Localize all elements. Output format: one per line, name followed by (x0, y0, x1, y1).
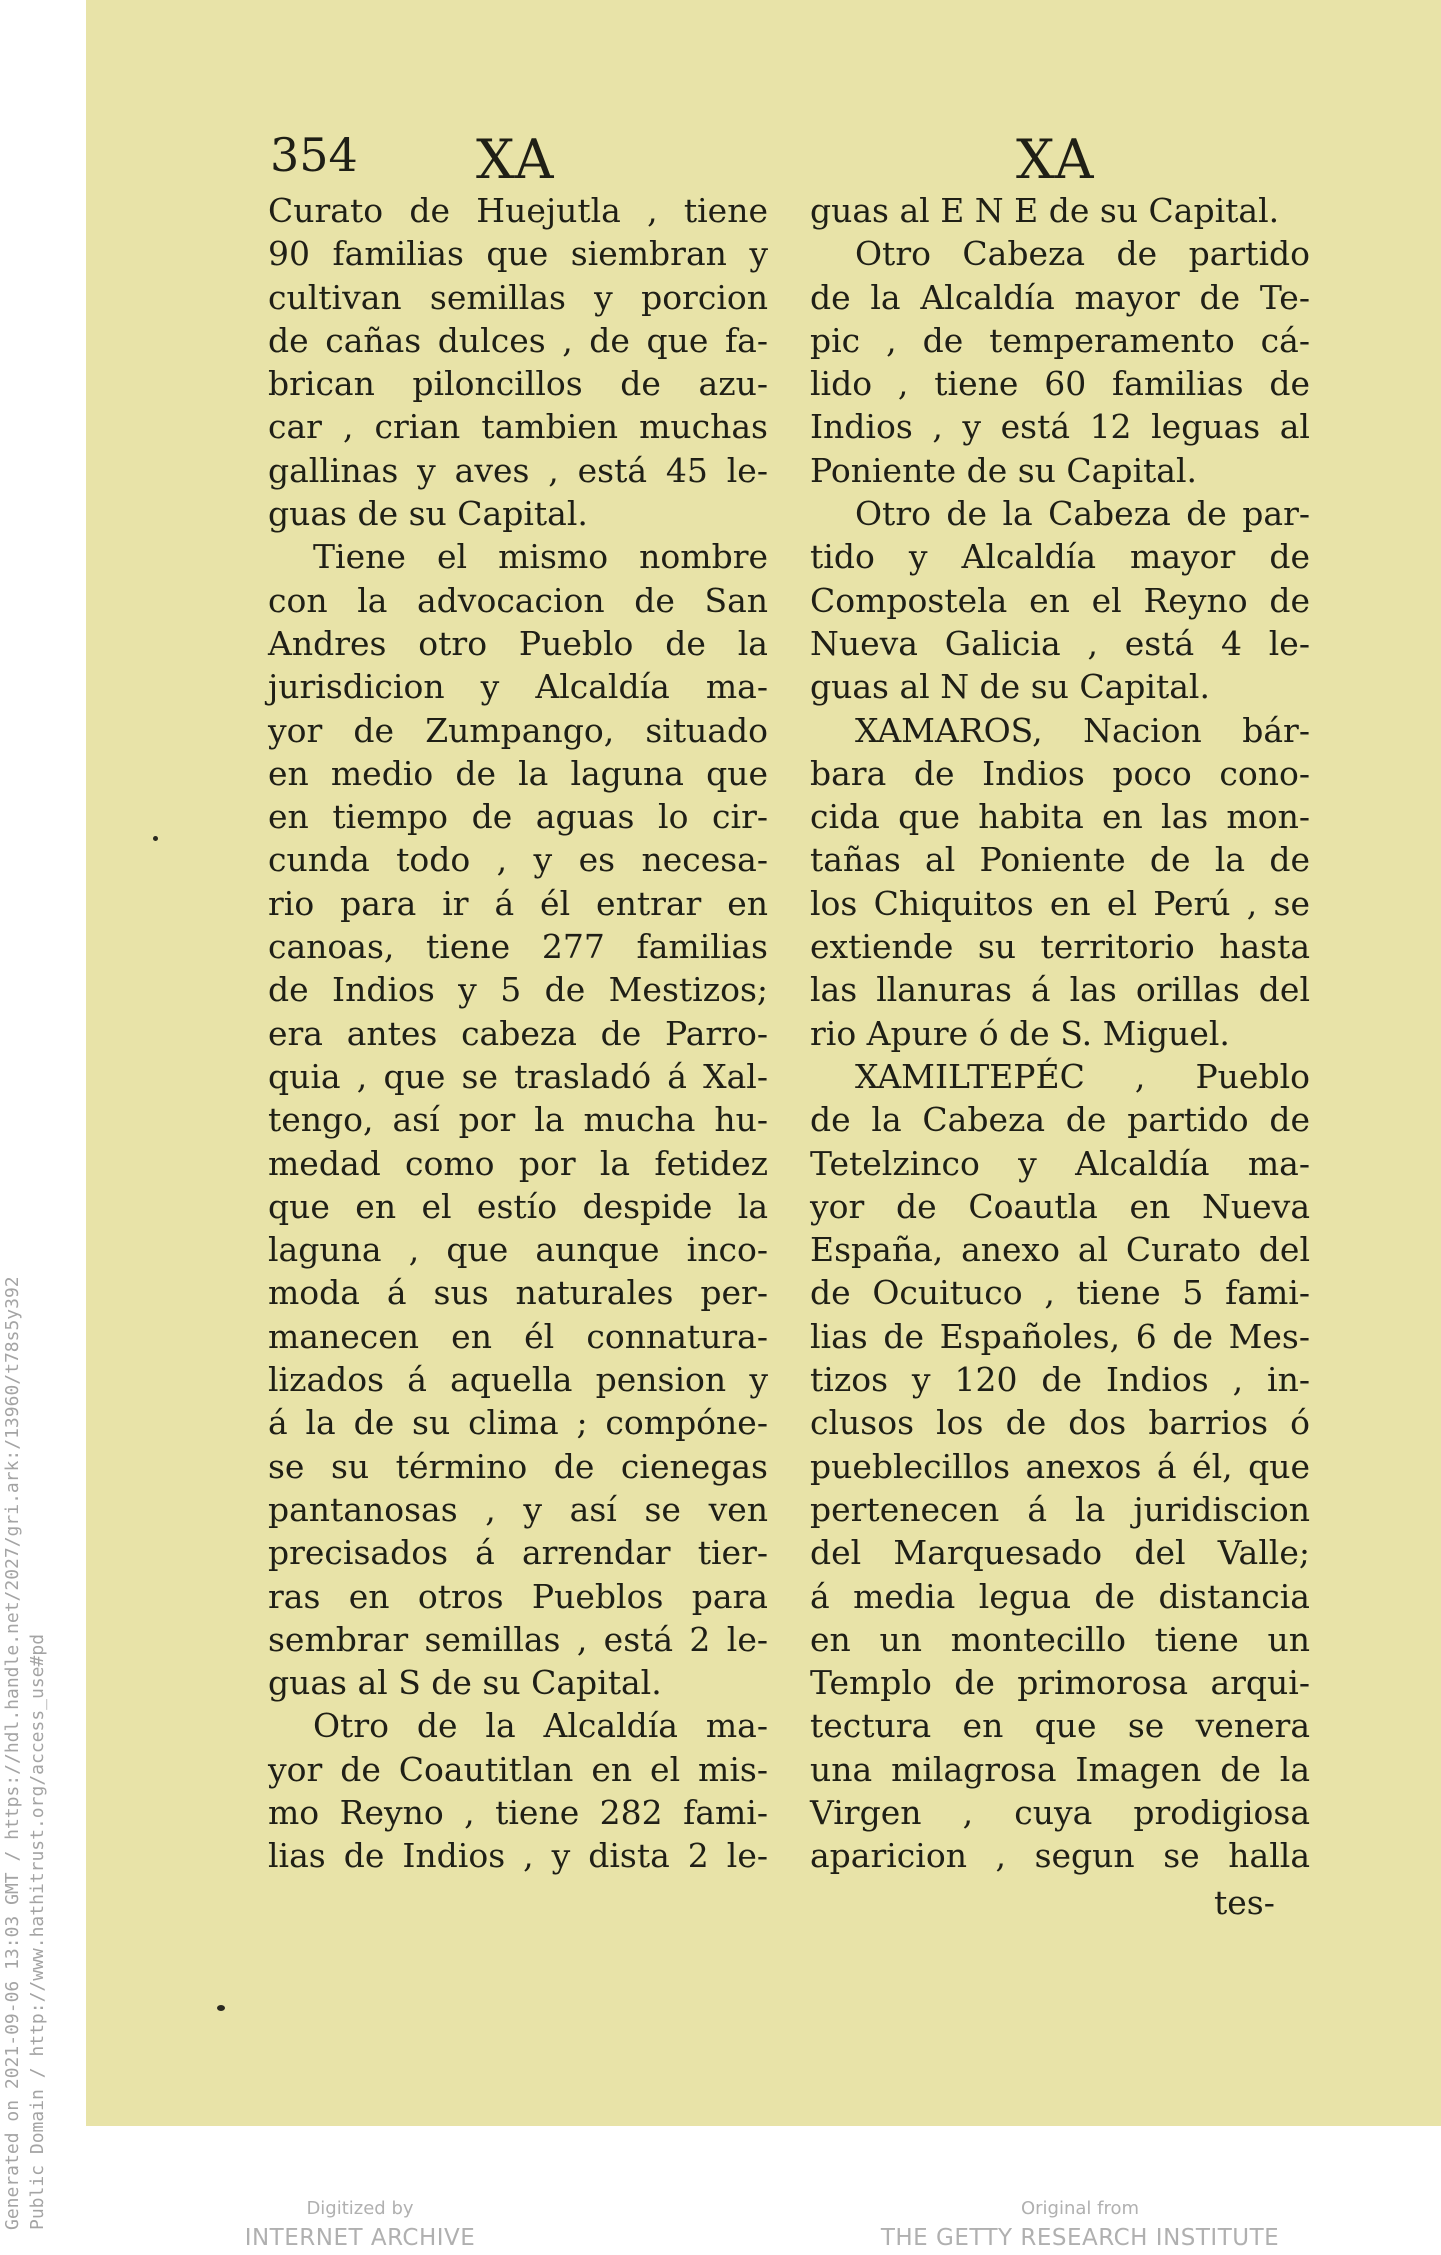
text-line: Otro de la Cabeza de par- (855, 494, 1310, 534)
text-line: precisados á arrendar tier- (268, 1533, 768, 1573)
text-line: de Indios y 5 de Mestizos; (268, 970, 768, 1010)
text-line: Compostela en el Reyno de (810, 580, 1310, 620)
text-line: tañas al Poniente de la de (810, 840, 1310, 880)
text-line: tengo, así por la mucha hu- (268, 1100, 768, 1140)
text-line: yor de Coautitlan en el mis- (268, 1749, 768, 1789)
text-line: los Chiquitos en el Perú , se (810, 883, 1310, 923)
text-line: Otro Cabeza de partido (855, 234, 1310, 274)
original-from-credit (870, 2198, 1290, 2251)
text-line: brican piloncillos de azu- (268, 364, 768, 404)
text-line: cultivan semillas y porcion (268, 277, 768, 317)
text-line: á media legua de distancia (810, 1576, 1310, 1616)
text-line: en medio de la laguna que (268, 753, 768, 793)
text-line: del Marquesado del Valle; (810, 1533, 1310, 1573)
text-line: rio Apure ó de S. Miguel. (810, 1013, 1230, 1053)
text-line: pic , de temperamento cá- (810, 320, 1310, 360)
text-line: de cañas dulces , de que fa- (268, 320, 768, 360)
text-line: Nueva Galicia , está 4 le- (810, 623, 1310, 663)
text-line: XAMAROS, Nacion bár- (855, 710, 1310, 750)
text-line: lias de Españoles, 6 de Mes- (810, 1316, 1310, 1356)
running-head-left: XA (476, 128, 556, 191)
text-line: pueblecillos anexos á él, que (810, 1446, 1310, 1486)
text-line: Virgen , cuya prodigiosa (810, 1792, 1310, 1832)
text-line: laguna , que aunque inco- (268, 1230, 768, 1270)
text-line: Templo de primorosa arqui- (810, 1663, 1310, 1703)
text-line: guas al S de su Capital. (268, 1663, 662, 1703)
text-line: bara de Indios poco cono- (810, 753, 1310, 793)
text-line: de Ocuituco , tiene 5 fami- (810, 1273, 1310, 1313)
text-line: medad como por la fetidez (268, 1143, 768, 1183)
text-line: quia , que se trasladó á Xal- (268, 1056, 768, 1096)
text-line: lido , tiene 60 familias de (810, 364, 1310, 404)
text-line: se su término de cienegas (268, 1446, 768, 1486)
text-line: car , crian tambien muchas (268, 407, 768, 447)
internet-archive-label: INTERNET ARCHIVE (244, 2225, 476, 2251)
text-line: aparicion , segun se halla (810, 1836, 1310, 1876)
text-line: tizos y 120 de Indios , in- (810, 1360, 1310, 1400)
text-line: Tiene el mismo nombre (313, 537, 768, 577)
digitized-by-label: Digitized by (306, 2198, 414, 2219)
text-line: yor de Coautla en Nueva (810, 1186, 1310, 1226)
text-line: lizados á aquella pension y (268, 1360, 768, 1400)
text-line: sembrar semillas , está 2 le- (268, 1619, 768, 1659)
text-line: yor de Zumpango, situado (268, 710, 768, 750)
text-line: una milagrosa Imagen de la (810, 1749, 1310, 1789)
text-line: 90 familias que siembran y (268, 234, 768, 274)
text-line: moda á sus naturales per- (268, 1273, 768, 1313)
original-from-label: Original from (1020, 2198, 1140, 2219)
ink-speck (153, 836, 158, 841)
text-line: lias de Indios , y dista 2 le- (268, 1836, 768, 1876)
text-line: pantanosas , y así se ven (268, 1489, 768, 1529)
text-line: manecen en él connatura- (268, 1316, 768, 1356)
text-line: mo Reyno , tiene 282 fami- (268, 1792, 768, 1832)
getty-institute-label: THE GETTY RESEARCH INSTITUTE (880, 2225, 1280, 2251)
text-line: guas de su Capital. (268, 494, 588, 534)
text-line: guas al N de su Capital. (810, 667, 1210, 707)
text-line: canoas, tiene 277 familias (268, 927, 768, 967)
ink-smudge (217, 2005, 225, 2011)
text-line: en tiempo de aguas lo cir- (268, 797, 768, 837)
text-line: jurisdicion y Alcaldía ma- (268, 667, 768, 707)
text-line: Tetelzinco y Alcaldía ma- (810, 1143, 1310, 1183)
stamp-line-rights: Public Domain / http://www.hathitrust.org/access_use#pd (27, 1633, 48, 2230)
running-head-right: XA (1016, 128, 1096, 191)
page-number: 354 (270, 128, 358, 182)
text-line: de la Alcaldía mayor de Te- (810, 277, 1310, 317)
hathitrust-stamp (0, 1030, 50, 2230)
text-line: cunda todo , y es necesa- (268, 840, 768, 880)
stamp-line-generated: Generated on 2021-09-06 13:03 GMT / https://hdl.handle.net/2027/gri.ark:/13960/t78s5y392 (2, 1276, 23, 2230)
text-line: España, anexo al Curato del (810, 1230, 1310, 1270)
text-line: que en el estío despide la (268, 1186, 768, 1226)
text-line: XAMILTEPÉC , Pueblo (855, 1056, 1310, 1096)
text-line: pertenecen á la juridiscion (810, 1489, 1310, 1529)
text-column-right (810, 189, 1310, 1878)
text-line: á la de su clima ; compóne- (268, 1403, 768, 1443)
text-line: de la Cabeza de partido de (810, 1100, 1310, 1140)
text-line: tectura en que se venera (810, 1706, 1310, 1746)
text-line: gallinas y aves , está 45 le- (268, 450, 768, 490)
text-column-left (268, 189, 768, 1878)
text-line: clusos los de dos barrios ó (810, 1403, 1310, 1443)
text-line: en un montecillo tiene un (810, 1619, 1310, 1659)
text-line: tido y Alcaldía mayor de (810, 537, 1310, 577)
text-line: Poniente de su Capital. (810, 450, 1198, 490)
text-line: Otro de la Alcaldía ma- (313, 1706, 768, 1746)
text-line: las llanuras á las orillas del (810, 970, 1310, 1010)
text-line: rio para ir á él entrar en (268, 883, 768, 923)
catchword: tes- (1214, 1883, 1275, 1922)
text-line: extiende su territorio hasta (810, 927, 1310, 967)
text-line: Indios , y está 12 leguas al (810, 407, 1310, 447)
digitized-by-credit (210, 2198, 510, 2251)
text-line: Andres otro Pueblo de la (268, 623, 768, 663)
text-line: con la advocacion de San (268, 580, 768, 620)
text-line: era antes cabeza de Parro- (268, 1013, 768, 1053)
text-line: cida que habita en las mon- (810, 797, 1310, 837)
text-line: Curato de Huejutla , tiene (268, 191, 768, 230)
text-line: ras en otros Pueblos para (268, 1576, 768, 1616)
text-line: guas al E N E de su Capital. (810, 191, 1280, 230)
